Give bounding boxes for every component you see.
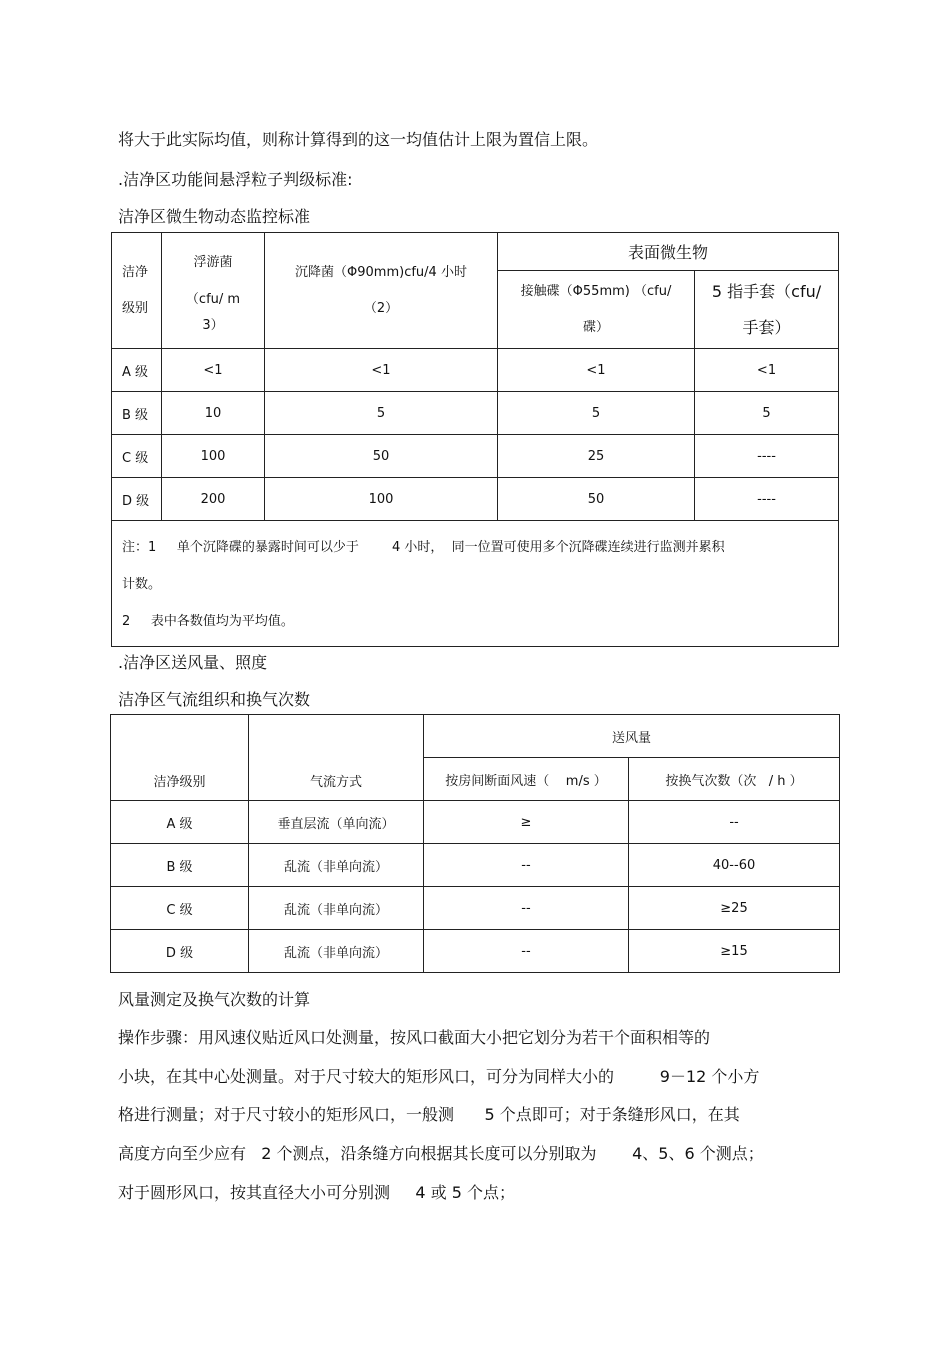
- col-header-clean-grade: 洁净级别: [111, 715, 249, 801]
- col-header-glove: [695, 271, 839, 349]
- col-header-contact-plate: [498, 271, 695, 349]
- col-header-surface-microbes: 表面微生物: [498, 233, 839, 271]
- table-row: [111, 844, 840, 887]
- microbial-monitoring-table: [111, 232, 839, 647]
- row-grade: B 级: [112, 392, 162, 435]
- section-heading-particles: .洁净区功能间悬浮粒子判级标准:: [118, 170, 353, 189]
- col-header-grade: [112, 233, 162, 349]
- cell-airflow-mode: 垂直层流（单向流）: [249, 801, 424, 844]
- cell-contact: 25: [498, 435, 695, 478]
- cell-air-changes: ≥25: [629, 887, 840, 930]
- cell-airflow-mode: 乱流（非单向流）: [249, 844, 424, 887]
- table-row: [112, 478, 839, 521]
- table-row: [111, 887, 840, 930]
- table1-header-row: [112, 233, 839, 271]
- table-row: [112, 349, 839, 392]
- col-header-settling-bacteria: [265, 233, 498, 349]
- table1-notes: [112, 521, 839, 647]
- note-2: 2 表中各数值均为平均值。: [122, 614, 294, 629]
- cell-floating: 200: [162, 478, 265, 521]
- col-header-floating-line1: 浮游菌: [193, 254, 233, 270]
- table2-caption: 洁净区气流组织和换气次数: [118, 690, 311, 709]
- col-header-floating-line2: （cfu/ m: [185, 291, 241, 307]
- cell-air-changes: 40--60: [629, 844, 840, 887]
- cell-air-speed: --: [424, 930, 629, 973]
- cell-air-speed: --: [424, 844, 629, 887]
- airflow-table: [110, 714, 840, 973]
- paragraph-line-2: 小块，在其中心处测量。对于尺寸较大的矩形风口，可分为同样大小的 9－12 个小方: [118, 1067, 760, 1086]
- paragraph-line-1: 操作步骤：用风速仪贴近风口处测量，按风口截面大小把它划分为若干个面积相等的: [118, 1028, 711, 1047]
- col-header-floating-line3: 3）: [202, 317, 224, 333]
- cell-air-changes: --: [629, 801, 840, 844]
- col-header-airflow-mode: 气流方式: [249, 715, 424, 801]
- cell-settling: <1: [265, 349, 498, 392]
- cell-air-speed: ≥: [424, 801, 629, 844]
- paragraph-line-4: 高度方向至少应有 2 个测点，沿条缝方向根据其长度可以分别取为 4、5、6 个测点；: [118, 1144, 764, 1163]
- col-header-glove-line2: 手套）: [742, 317, 791, 337]
- cell-airflow-mode: 乱流（非单向流）: [249, 887, 424, 930]
- table-row: [111, 930, 840, 973]
- paragraph-line-5: 对于圆形风口，按其直径大小可分别测 4 或 5 个点；: [118, 1183, 516, 1202]
- col-header-contact-line1: 接触碟（Φ55mm) （cfu/: [520, 283, 672, 299]
- table1-caption: 洁净区微生物动态监控标准: [118, 207, 311, 226]
- col-header-air-changes: 按换气次数（次 / h ）: [629, 758, 840, 801]
- cell-air-speed: --: [424, 887, 629, 930]
- row-grade: C 级: [112, 435, 162, 478]
- cell-glove: ----: [695, 435, 839, 478]
- cell-contact: 5: [498, 392, 695, 435]
- cell-contact: 50: [498, 478, 695, 521]
- section-heading-calculation: 风量测定及换气次数的计算: [118, 990, 311, 1009]
- col-header-grade-line1: 洁净: [122, 264, 149, 280]
- cell-settling: 50: [265, 435, 498, 478]
- row-grade: A 级: [112, 349, 162, 392]
- table1-notes-row: [112, 521, 839, 647]
- cell-settling: 100: [265, 478, 498, 521]
- col-header-floating-bacteria: [162, 233, 265, 349]
- cell-floating: 10: [162, 392, 265, 435]
- col-header-supply-air: 送风量: [424, 715, 840, 758]
- paragraph-line-3: 格进行测量；对于尺寸较小的矩形风口，一般测 5 个点即可；对于条缝形风口，在其: [118, 1105, 740, 1124]
- table-row: [112, 435, 839, 478]
- row-grade: C 级: [111, 887, 249, 930]
- table-row: [112, 392, 839, 435]
- col-header-grade-line2: 级别: [122, 300, 149, 316]
- cell-glove: ----: [695, 478, 839, 521]
- cell-floating: <1: [162, 349, 265, 392]
- text-line-1: 将大于此实际均值，则称计算得到的这一均值估计上限为置信上限。: [118, 130, 599, 149]
- col-header-glove-line1: 5 指手套（cfu/: [711, 281, 822, 301]
- row-grade: D 级: [111, 930, 249, 973]
- table2-header-row: [111, 715, 840, 758]
- cell-glove: 5: [695, 392, 839, 435]
- table-row: [111, 801, 840, 844]
- row-grade: B 级: [111, 844, 249, 887]
- cell-floating: 100: [162, 435, 265, 478]
- col-header-settling-line2: （2）: [363, 300, 399, 316]
- section-heading-airflow: .洁净区送风量、照度: [118, 653, 268, 672]
- note-1: 注：1 单个沉降碟的暴露时间可以少于 4 小时， 同一位置可使用多个沉降碟连续进行监测并累积: [122, 540, 725, 555]
- cell-contact: <1: [498, 349, 695, 392]
- col-header-contact-line2: 碟）: [582, 319, 609, 335]
- row-grade: D 级: [112, 478, 162, 521]
- cell-air-changes: ≥15: [629, 930, 840, 973]
- col-header-air-speed: 按房间断面风速（ m/s ）: [424, 758, 629, 801]
- note-1-continued: 计数。: [122, 577, 162, 592]
- cell-settling: 5: [265, 392, 498, 435]
- cell-glove: <1: [695, 349, 839, 392]
- row-grade: A 级: [111, 801, 249, 844]
- cell-airflow-mode: 乱流（非单向流）: [249, 930, 424, 973]
- col-header-settling-line1: 沉降菌（Φ90mm)cfu/4 小时: [295, 264, 467, 280]
